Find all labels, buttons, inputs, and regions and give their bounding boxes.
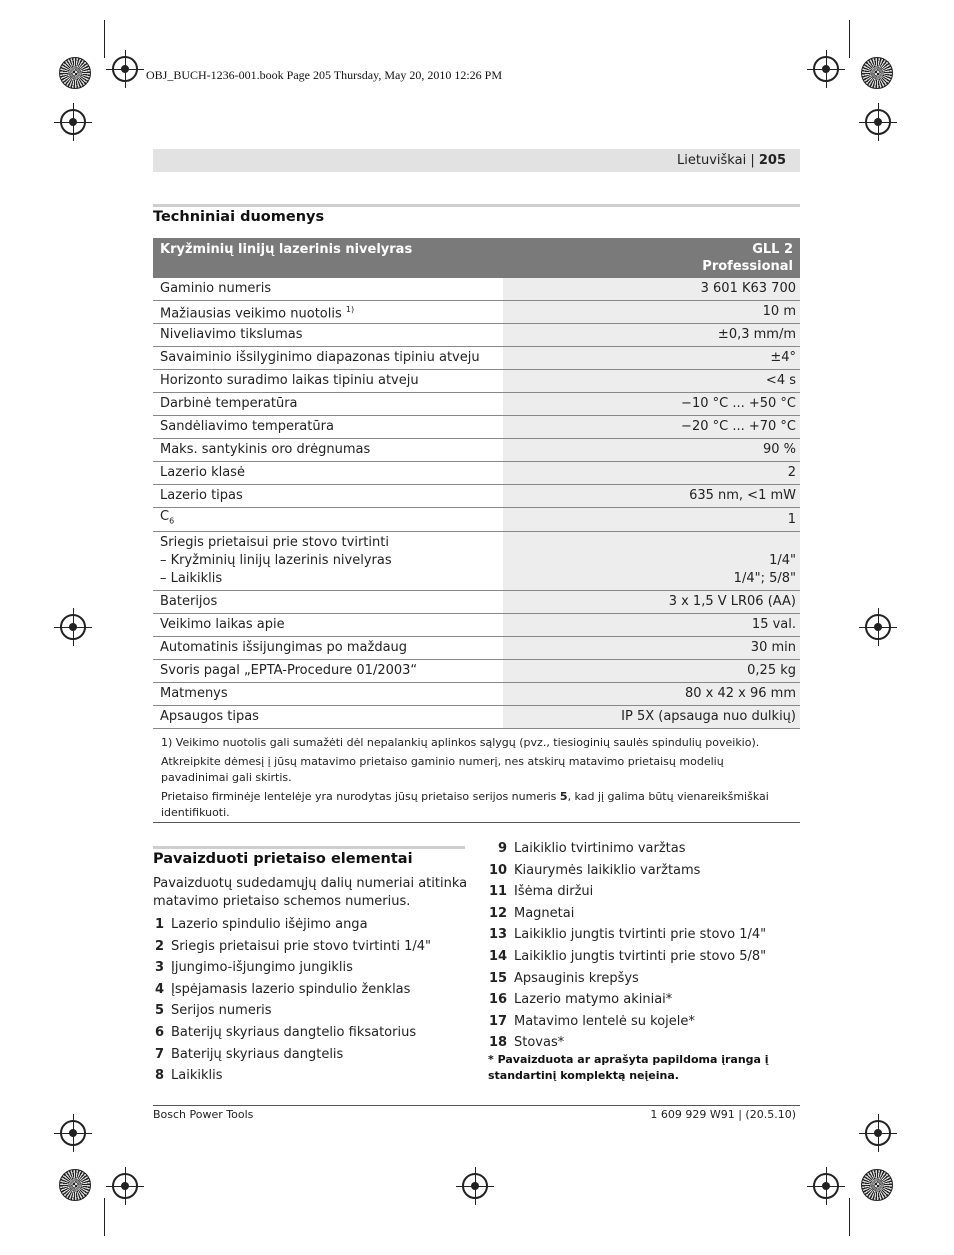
- spec-table-body: [153, 278, 800, 728]
- part-number: 13: [489, 927, 508, 943]
- registration-mark-icon: [60, 1120, 86, 1146]
- spec-label: [153, 590, 503, 613]
- spec-label: [153, 682, 503, 705]
- part-item: [489, 946, 766, 968]
- spec-label-text: Darbinė temperatūra: [160, 396, 298, 412]
- part-item: [146, 914, 431, 936]
- part-number: 8: [154, 1068, 164, 1084]
- spec-label: [153, 347, 503, 370]
- spec-value: 635 nm, <1 mW: [503, 485, 800, 508]
- part-name: Serijos numeris: [171, 1003, 272, 1019]
- spec-label-text: Sriegis prietaisui prie stovo tvirtinti: [160, 534, 389, 550]
- spec-subscript: 6: [169, 516, 175, 526]
- part-item: [146, 1044, 431, 1066]
- spec-value: ±0,3 mm/m: [503, 324, 800, 347]
- spec-label-text: Sandėliavimo temperatūra: [160, 419, 334, 435]
- spec-value: 3 x 1,5 V LR06 (AA): [503, 590, 800, 613]
- color-bar-icon: [59, 57, 91, 89]
- spec-label-text: Maks. santykinis oro drėgnumas: [160, 442, 371, 458]
- part-item: [489, 1011, 766, 1033]
- footer-brand: Bosch Power Tools: [153, 1108, 254, 1121]
- part-number: 9: [497, 841, 507, 856]
- spec-label: [153, 439, 503, 462]
- spec-label-text: Apsaugos tipas: [160, 708, 259, 724]
- part-item: [489, 968, 766, 990]
- spec-value: −10 °C ... +50 °C: [503, 393, 800, 416]
- part-item: [146, 1000, 431, 1022]
- spec-label-text: C: [160, 509, 170, 525]
- notes-rule: [153, 822, 800, 823]
- spec-row: [153, 393, 800, 416]
- spec-label-text: Niveliavimo tikslumas: [160, 327, 303, 343]
- part-number: 12: [489, 905, 508, 921]
- part-name: Laikiklio jungtis tvirtinti prie stovo 1/4": [514, 927, 767, 943]
- spec-row: [153, 462, 800, 485]
- part-number: 10: [489, 862, 508, 878]
- registration-mark-icon: [60, 614, 86, 640]
- spec-value: 2: [503, 462, 800, 485]
- part-item: [489, 881, 766, 903]
- part-item: [146, 936, 431, 958]
- part-number: 11: [489, 884, 508, 900]
- part-number: 14: [489, 948, 508, 964]
- part-item: [489, 903, 766, 925]
- part-name: Išėma diržui: [514, 884, 594, 900]
- spec-head-model: [503, 238, 800, 278]
- note-3-text-end: , kad jį galima būtų vienareikšmiškai identifikuoti.: [161, 790, 769, 819]
- part-item: [146, 1022, 431, 1044]
- spec-head-product: Kryžminių linijų lazerinis nivelyras: [153, 238, 503, 278]
- spec-label: [153, 485, 503, 508]
- crop-mark: [849, 20, 850, 58]
- part-name: Lazerio matymo akiniai*: [514, 992, 673, 1008]
- spec-value: 1: [503, 508, 800, 532]
- spec-label: [153, 508, 503, 532]
- part-item: [489, 860, 766, 882]
- registration-mark-icon: [865, 1120, 891, 1146]
- part-item: [489, 989, 766, 1011]
- spec-value: −20 °C ... +70 °C: [503, 416, 800, 439]
- part-name: Magnetai: [514, 905, 575, 921]
- part-name: Sriegis prietaisui prie stovo tvirtinti 1/4": [171, 938, 431, 954]
- part-item: [146, 957, 431, 979]
- spec-label-text: Mažiausias veikimo nuotolis: [160, 306, 342, 322]
- part-number: 6: [154, 1024, 164, 1040]
- spec-row: [153, 485, 800, 508]
- page-number: 205: [758, 153, 786, 168]
- part-name: Matavimo lentelė su kojele*: [514, 1013, 695, 1029]
- part-number: 3: [154, 960, 164, 976]
- spec-row: [153, 370, 800, 393]
- spec-value: [503, 531, 800, 590]
- spec-value: 0,25 kg: [503, 659, 800, 682]
- spec-value: 90 %: [503, 439, 800, 462]
- spec-label-text: Horizonto suradimo laikas tipiniu atveju: [160, 373, 419, 389]
- spec-row: [153, 613, 800, 636]
- crop-mark: [849, 1198, 850, 1236]
- part-name: Laikiklio jungtis tvirtinti prie stovo 5/8": [514, 948, 767, 964]
- spec-row: [153, 347, 800, 370]
- spec-label: [153, 659, 503, 682]
- registration-mark-icon: [60, 109, 86, 135]
- page-header: [153, 149, 800, 172]
- spec-label: [153, 705, 503, 728]
- note-2: Atkreipkite dėmesį į jūsų matavimo prietaiso gaminio numerį, nes atskirų matavimo prietaisų modelių pavadinimai gali skirtis.: [161, 755, 724, 784]
- spec-label: [153, 370, 503, 393]
- spec-label-text: Automatinis išsijungimas po maždaug: [160, 639, 408, 655]
- spec-table: [153, 238, 800, 729]
- part-name: Baterijų skyriaus dangtelis: [171, 1046, 344, 1062]
- part-name: Kiaurymės laikiklio varžtams: [514, 862, 701, 878]
- spec-row: [153, 301, 800, 324]
- spec-head-model-name: GLL 2: [752, 242, 793, 257]
- note-3: [161, 789, 791, 821]
- registration-mark-icon: [865, 109, 891, 135]
- note-3-number: 5: [559, 790, 568, 803]
- spec-row: [153, 659, 800, 682]
- spec-row: [153, 439, 800, 462]
- spec-row: [153, 636, 800, 659]
- part-number: 18: [489, 1035, 508, 1051]
- spec-row: [153, 682, 800, 705]
- registration-mark-icon: [112, 56, 138, 82]
- spec-value: 10 m: [503, 301, 800, 324]
- spec-label: [153, 278, 503, 301]
- registration-mark-icon: [813, 56, 839, 82]
- part-number: 4: [154, 981, 164, 997]
- spec-row: [153, 324, 800, 347]
- color-bar-icon: [861, 57, 893, 89]
- spec-label-text: Gaminio numeris: [160, 281, 272, 296]
- crop-mark: [104, 1198, 105, 1236]
- part-item: [489, 924, 766, 946]
- part-number: 7: [154, 1046, 164, 1062]
- tech-section-title: Techniniai duomenys: [153, 209, 325, 225]
- spec-label-text: Svoris pagal „EPTA-Procedure 01/2003“: [160, 662, 418, 678]
- spec-value: 3 601 K63 700: [503, 278, 800, 301]
- header-separator: |: [750, 153, 755, 168]
- part-number: 15: [489, 970, 508, 986]
- spec-label-text: Baterijos: [160, 593, 218, 609]
- spec-label: [153, 636, 503, 659]
- spec-label: [153, 416, 503, 439]
- spec-value: 80 x 42 x 96 mm: [503, 682, 800, 705]
- spec-label-text: Matmenys: [160, 685, 228, 701]
- parts-section-title: Pavaizduoti prietaiso elementai: [153, 851, 413, 867]
- part-name: Stovas*: [514, 1035, 565, 1051]
- part-number: 5: [154, 1003, 164, 1019]
- part-item: [489, 838, 766, 860]
- spec-value: <4 s: [503, 370, 800, 393]
- part-number: 1: [154, 917, 164, 932]
- part-name: Apsauginis krepšys: [514, 970, 639, 986]
- part-name: Lazerio spindulio išėjimo anga: [171, 917, 368, 932]
- part-name: Laikiklis: [171, 1068, 223, 1084]
- note-3-text: Prietaiso firminėje lentelėje yra nurodytas jūsų prietaiso serijos numeris: [161, 790, 560, 803]
- color-bar-icon: [59, 1169, 91, 1201]
- section-rule: [153, 204, 800, 207]
- spec-label-text: Veikimo laikas apie: [160, 616, 285, 632]
- spec-table-header: [153, 238, 800, 278]
- header-language: Lietuviškai: [677, 153, 747, 168]
- registration-mark-icon: [813, 1173, 839, 1199]
- spec-value: 15 val.: [503, 613, 800, 636]
- spec-label: [153, 301, 503, 324]
- spec-label-text: – Laikiklis: [160, 570, 223, 586]
- spec-value: ±4°: [503, 347, 800, 370]
- part-number: 16: [489, 992, 508, 1008]
- registration-mark-icon: [865, 614, 891, 640]
- print-info: OBJ_BUCH-1236-001.book Page 205 Thursday, May 20, 2010 12:26 PM: [146, 68, 502, 82]
- spec-head-model-line: Professional: [702, 259, 793, 274]
- spec-label-text: Lazerio klasė: [160, 465, 245, 481]
- parts-intro: Pavaizduotų sudedamųjų dalių numeriai atitinka matavimo prietaiso schemos numerius.: [153, 876, 468, 909]
- part-item: [489, 1032, 766, 1054]
- part-name: Laikiklio tvirtinimo varžtas: [514, 841, 686, 856]
- spec-row: [153, 590, 800, 613]
- spec-row: [153, 705, 800, 728]
- spec-label: [153, 393, 503, 416]
- part-name: Įspėjamasis lazerio spindulio ženklas: [171, 981, 411, 997]
- part-number: 17: [489, 1013, 508, 1029]
- spec-value-text: 1/4"; 5/8": [733, 570, 796, 586]
- spec-row: [153, 508, 800, 532]
- footer-rule: [153, 1105, 800, 1106]
- part-number: 2: [154, 938, 164, 954]
- spec-footnote-ref: 1): [345, 305, 355, 314]
- table-notes: [161, 735, 791, 824]
- note-1: 1) Veikimo nuotolis gali sumažėti dėl nepalankių aplinkos sąlygų (pvz., tiesioginių saulės spindulių poveikio).: [161, 736, 760, 749]
- spec-row: [153, 278, 800, 301]
- spec-label: [153, 613, 503, 636]
- spec-label-text: Savaiminio išsilyginimo diapazonas tipiniu atveju: [160, 350, 480, 366]
- spec-row-thread: [153, 531, 800, 590]
- registration-mark-icon: [462, 1173, 488, 1199]
- footer-doc-number: 1 609 929 W91 | (20.5.10): [650, 1108, 796, 1121]
- section-rule: [153, 846, 465, 849]
- spec-label: [153, 462, 503, 485]
- part-item: [146, 979, 431, 1001]
- spec-label-text: Lazerio tipas: [160, 488, 243, 504]
- part-item: [146, 1065, 431, 1087]
- spec-label-text: – Kryžminių linijų lazerinis nivelyras: [160, 552, 392, 568]
- accessory-footnote: * Pavaizduota ar aprašyta papildoma įranga į standartinį komplektą neįeina.: [488, 1053, 769, 1082]
- spec-value: IP 5X (apsauga nuo dulkių): [503, 705, 800, 728]
- part-name: Baterijų skyriaus dangtelio fiksatorius: [171, 1024, 417, 1040]
- registration-mark-icon: [112, 1173, 138, 1199]
- crop-mark: [104, 20, 105, 58]
- spec-value-text: 1/4": [769, 552, 796, 568]
- part-name: Įjungimo-išjungimo jungiklis: [171, 960, 353, 976]
- color-bar-icon: [861, 1169, 893, 1201]
- spec-value: 30 min: [503, 636, 800, 659]
- spec-label: [153, 531, 503, 590]
- spec-row: [153, 416, 800, 439]
- spec-label: [153, 324, 503, 347]
- parts-list-left: [146, 914, 431, 1087]
- parts-list-right: [489, 838, 766, 1054]
